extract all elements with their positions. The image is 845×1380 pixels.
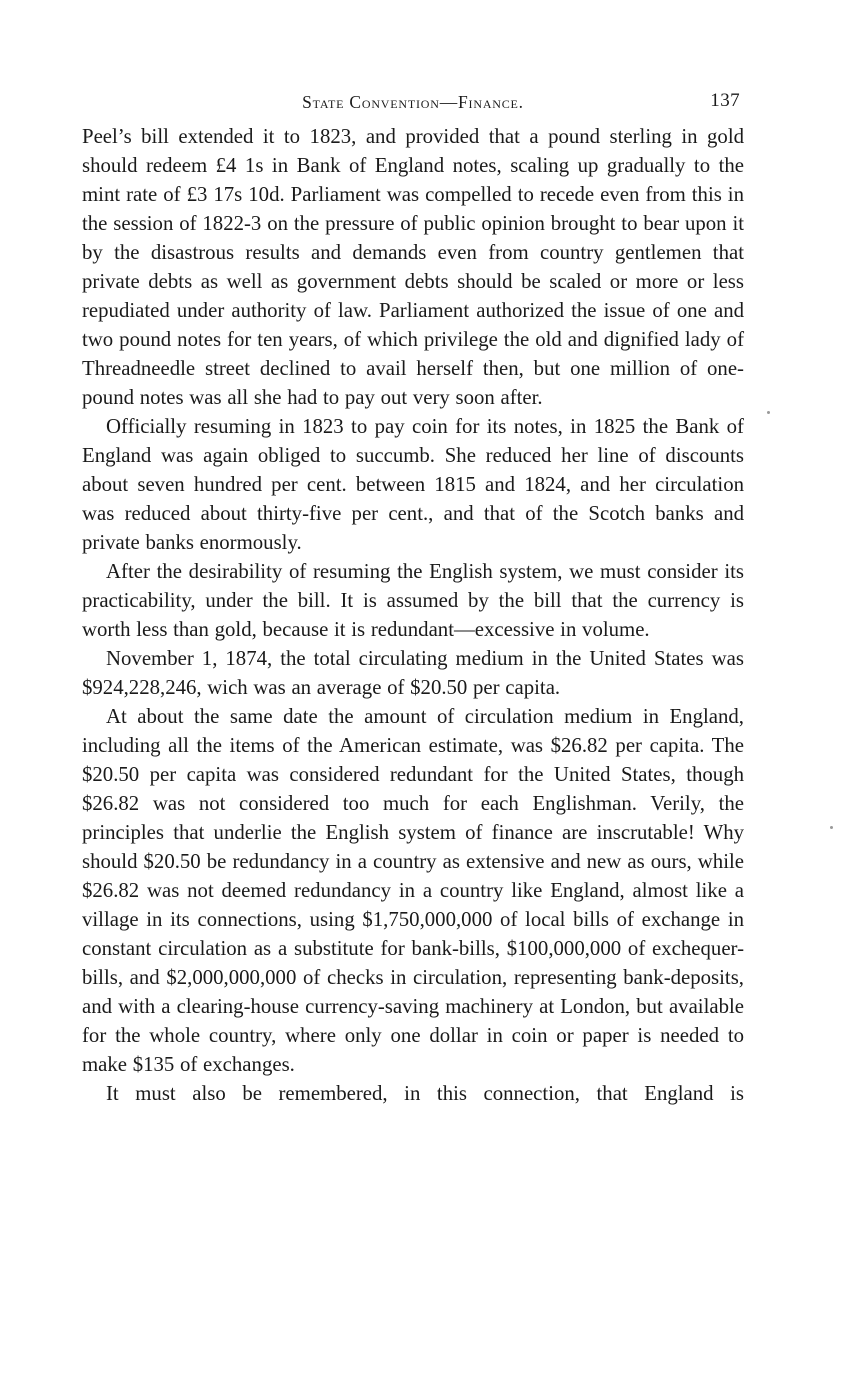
page-number: 137 (710, 90, 740, 111)
paragraph-practicability: After the desirability of resuming the English system, we must consider its practicability, under the bill. It is assumed by the bill that the currency is worth less than gold, because it is redundant—excessive in volume. (82, 560, 744, 641)
paragraph-november-1874: November 1, 1874, the total circulating medium in the United States was $924,228,246, wich was an average of $20.50 per capita. (82, 647, 744, 699)
book-page (82, 88, 744, 1108)
paper-speck (830, 826, 833, 829)
paragraph-remembered: It must also be remembered, in this connection, that England is (106, 1082, 744, 1105)
paper-speck (767, 411, 770, 414)
paragraph-peels-bill: Peel’s bill extended it to 1823, and provided that a pound sterling in gold should redeem £4 1s in Bank of England notes, scaling up gradually to the mint rate of £3 17s 10d. Parliament was compelled to recede even from this in the session of 1822-3 on the pressure of public opinion brought to bear upon it by the disastrous results and demands even from country gentlemen that private debts as well as government debts should be scaled or more or less repudiated under authority of law. Parliament authorized the issue of one and two pound notes for ten years, of which privilege the old and dignified lady of Threadneedle street declined to avail herself then, but one million of one-pound notes was all she had to pay out very soon after. (82, 125, 744, 409)
running-head (82, 88, 744, 122)
paragraph-resuming-1823: Officially resuming in 1823 to pay coin for its notes, in 1825 the Bank of England was again obliged to succumb. She reduced her line of discounts about seven hundred per cent. between 1815 and 1824, and her circulation was reduced about thirty-five per cent., and that of the Scotch banks and private banks enormously. (82, 415, 744, 554)
paragraph-england-circulation: At about the same date the amount of circulation medium in England, including all the items of the American estimate, was $26.82 per capita. The $20.50 per capita was considered redundant for the United States, though $26.82 was not considered too much for each Englishman. Verily, the principles that underlie the English system of finance are inscrutable! Why should $20.50 be redundancy in a country as extensive and new as ours, while $26.82 was not deemed redundancy in a country like England, almost like a village in its connections, using $1,750,000,000 of local bills of exchange in constant circulation as a substitute for bank-bills, $100,000,000 of exchequer-bills, and $2,000,000,000 of checks in circulation, representing bank-deposits, and with a clearing-house currency-saving machinery at London, but available for the whole country, where only one dollar in coin or paper is needed to make $135 of exchanges. (82, 705, 744, 1076)
body-text (82, 122, 744, 1108)
running-title: State Convention—Finance. (302, 92, 524, 112)
